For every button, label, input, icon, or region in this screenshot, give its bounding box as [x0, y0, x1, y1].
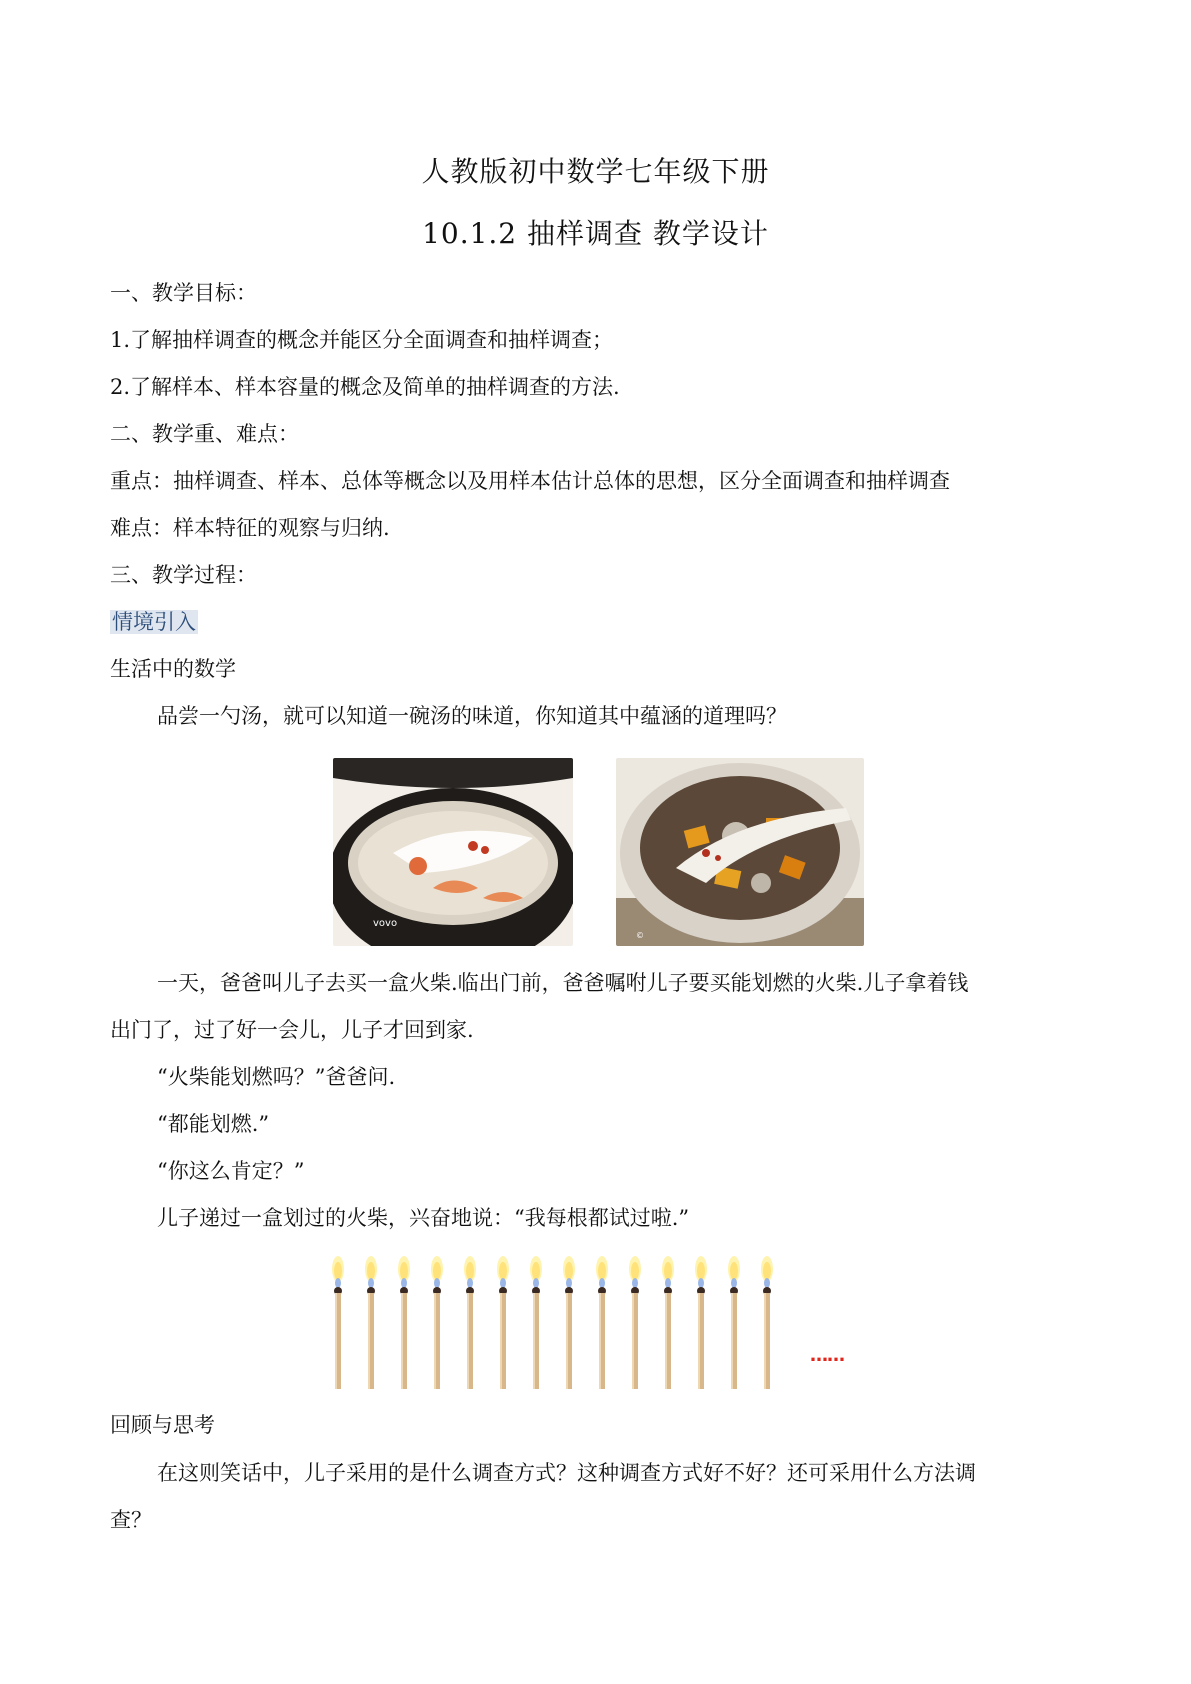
match-icon: [330, 1255, 346, 1390]
goal-item-2: 2.了解样本、样本容量的概念及简单的抽样调查的方法.: [110, 375, 620, 399]
life-math-heading: 生活中的数学: [110, 657, 236, 681]
story-paragraph-line2: 出门了，过了好一会儿，儿子才回到家.: [110, 1018, 474, 1042]
goal-item-1: 1.了解抽样调查的概念并能区分全面调查和抽样调查；: [110, 328, 614, 352]
story-paragraph-line1: 一天，爸爸叫儿子去买一盒火柴.临出门前，爸爸嘱咐儿子要买能划燃的火柴.儿子拿着钱: [157, 971, 969, 995]
soup-photo-right: [616, 758, 864, 946]
question-line1: 在这则笑话中，儿子采用的是什么调查方式？这种调查方式好不好？还可采用什么方法调: [157, 1461, 976, 1485]
section-heading-keypoints: 二、教学重、难点：: [110, 422, 299, 446]
match-icon: [528, 1255, 544, 1390]
match-icon: [594, 1255, 610, 1390]
match-icon: [462, 1255, 478, 1390]
review-heading: 回顾与思考: [110, 1413, 215, 1437]
section-heading-goals: 一、教学目标：: [110, 281, 257, 305]
match-icon: [660, 1255, 676, 1390]
question-line2: 查？: [110, 1508, 152, 1532]
match-icon: [726, 1255, 742, 1390]
match-icon: [363, 1255, 379, 1390]
document-subtitle: 10.1.2 抽样调查 教学设计: [422, 217, 769, 250]
key-point-text: 重点：抽样调查、样本、总体等概念以及用样本估计总体的思想，区分全面调查和抽样调查: [110, 469, 950, 493]
shrimp-soup-image: [333, 758, 573, 946]
document-title: 人教版初中数学七年级下册: [421, 155, 770, 188]
match-icon: [627, 1255, 643, 1390]
section-heading-process: 三、教学过程：: [110, 563, 257, 587]
matches-illustration: [330, 1255, 870, 1390]
match-icon: [495, 1255, 511, 1390]
dialog-line-3: “你这么肯定？”: [157, 1159, 305, 1183]
pumpkin-soup-image: [616, 758, 864, 946]
intro-label-highlight: 情境引入: [112, 610, 196, 634]
intro-label: [110, 607, 198, 637]
match-icon: [693, 1255, 709, 1390]
match-icon: [429, 1255, 445, 1390]
match-icon: [759, 1255, 775, 1390]
difficulty-text: 难点：样本特征的观察与归纳.: [110, 516, 390, 540]
match-icon: [396, 1255, 412, 1390]
svg-text:vovo: vovo: [373, 918, 398, 929]
soup-question: 品尝一勺汤，就可以知道一碗汤的味道，你知道其中蕴涵的道理吗？: [157, 704, 787, 728]
dialog-line-1: “火柴能划燃吗？”爸爸问.: [157, 1065, 396, 1089]
soup-photo-left: [333, 758, 573, 946]
dialog-line-4: 儿子递过一盒划过的火柴，兴奋地说：“我每根都试过啦.”: [157, 1206, 690, 1230]
dialog-line-2: “都能划燃.”: [157, 1112, 270, 1136]
svg-text:©: ©: [636, 931, 644, 940]
ellipsis-dots: ……: [810, 1345, 844, 1366]
match-icon: [561, 1255, 577, 1390]
